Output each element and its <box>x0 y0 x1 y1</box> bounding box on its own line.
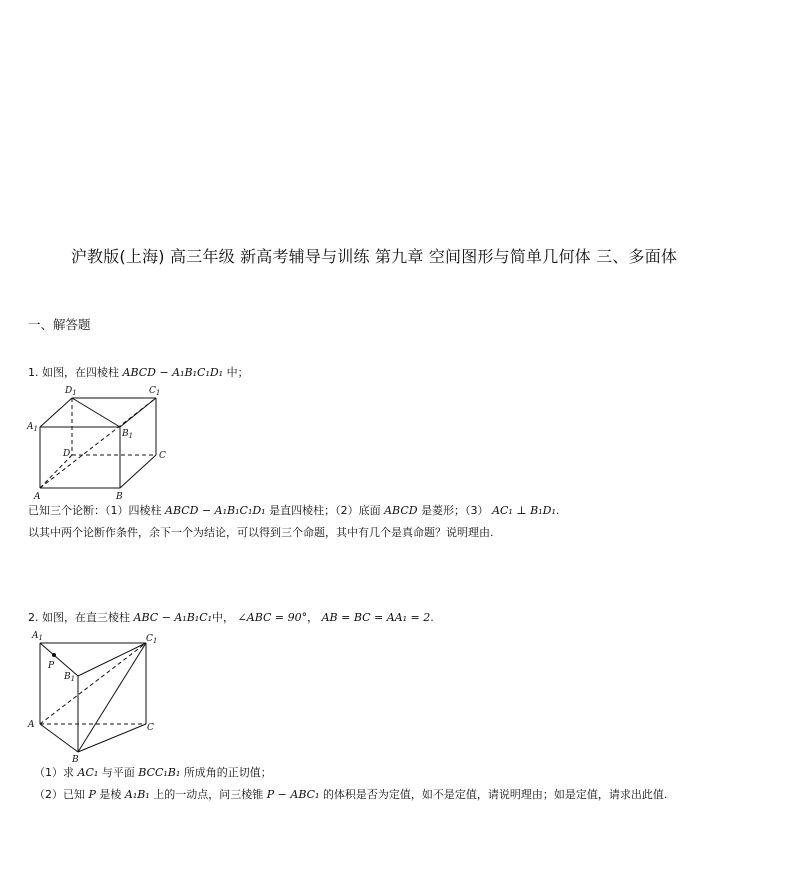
problem2-figure-triangular-prism <box>26 628 166 764</box>
label-P: P <box>48 661 55 671</box>
label-B: B <box>72 755 79 764</box>
label-B1: $B_1$ <box>64 672 76 683</box>
problem2-question2: （2）已知 P 是棱 A₁B₁ 上的一动点，问三棱锥 P − ABC₁ 的体积是否为定值，如不是定值，请说明理由；如是定值，请求出此值. <box>34 788 668 801</box>
problem1-prism-name: ABCD − A₁B₁C₁D₁ <box>122 366 224 379</box>
label-A1: $A_1$ <box>32 631 43 642</box>
problem2-question1: （1）求 AC₁ 与平面 BCC₁B₁ 所成角的正切值； <box>34 766 272 779</box>
point-P <box>52 653 56 657</box>
label-B1: $B_1$ <box>122 429 134 440</box>
label-C1: $C_1$ <box>146 634 158 645</box>
problem1-question: 以其中两个论断作条件，余下一个为结论，可以得到三个命题，其中有几个是真命题？说明理由. <box>28 526 494 539</box>
section-heading: 一、解答题 <box>28 317 91 332</box>
label-A1: $A_1$ <box>27 422 38 433</box>
label-D1: $D_1$ <box>65 386 77 397</box>
label-B: B <box>116 492 123 502</box>
label-A: A <box>34 492 41 502</box>
problem1-figure-quadrangular-prism <box>26 382 166 504</box>
problem1-conditions: 已知三个论断：（1）四棱柱 ABCD − A₁B₁C₁D₁ 是直四棱柱；（2）底面 ABCD 是菱形；（3） AC₁ ⊥ B₁D₁. <box>28 504 560 517</box>
page-title: 沪教版(上海) 高三年级 新高考辅导与训练 第九章 空间图形与简单几何体 三、多面体 <box>70 247 678 266</box>
problem1-intro: 1. 如图，在四棱柱 ABCD − A₁B₁C₁D₁ 中； <box>28 366 249 379</box>
label-A: A <box>28 720 35 730</box>
label-D: D <box>63 449 71 459</box>
label-C1: $C_1$ <box>149 386 161 397</box>
label-C: C <box>159 451 166 461</box>
label-C: C <box>147 723 154 733</box>
problem2-intro: 2. 如图，在直三棱柱 ABC − A₁B₁C₁中， ∠ABC = 90°， AB = BC = AA₁ = 2. <box>28 611 434 624</box>
